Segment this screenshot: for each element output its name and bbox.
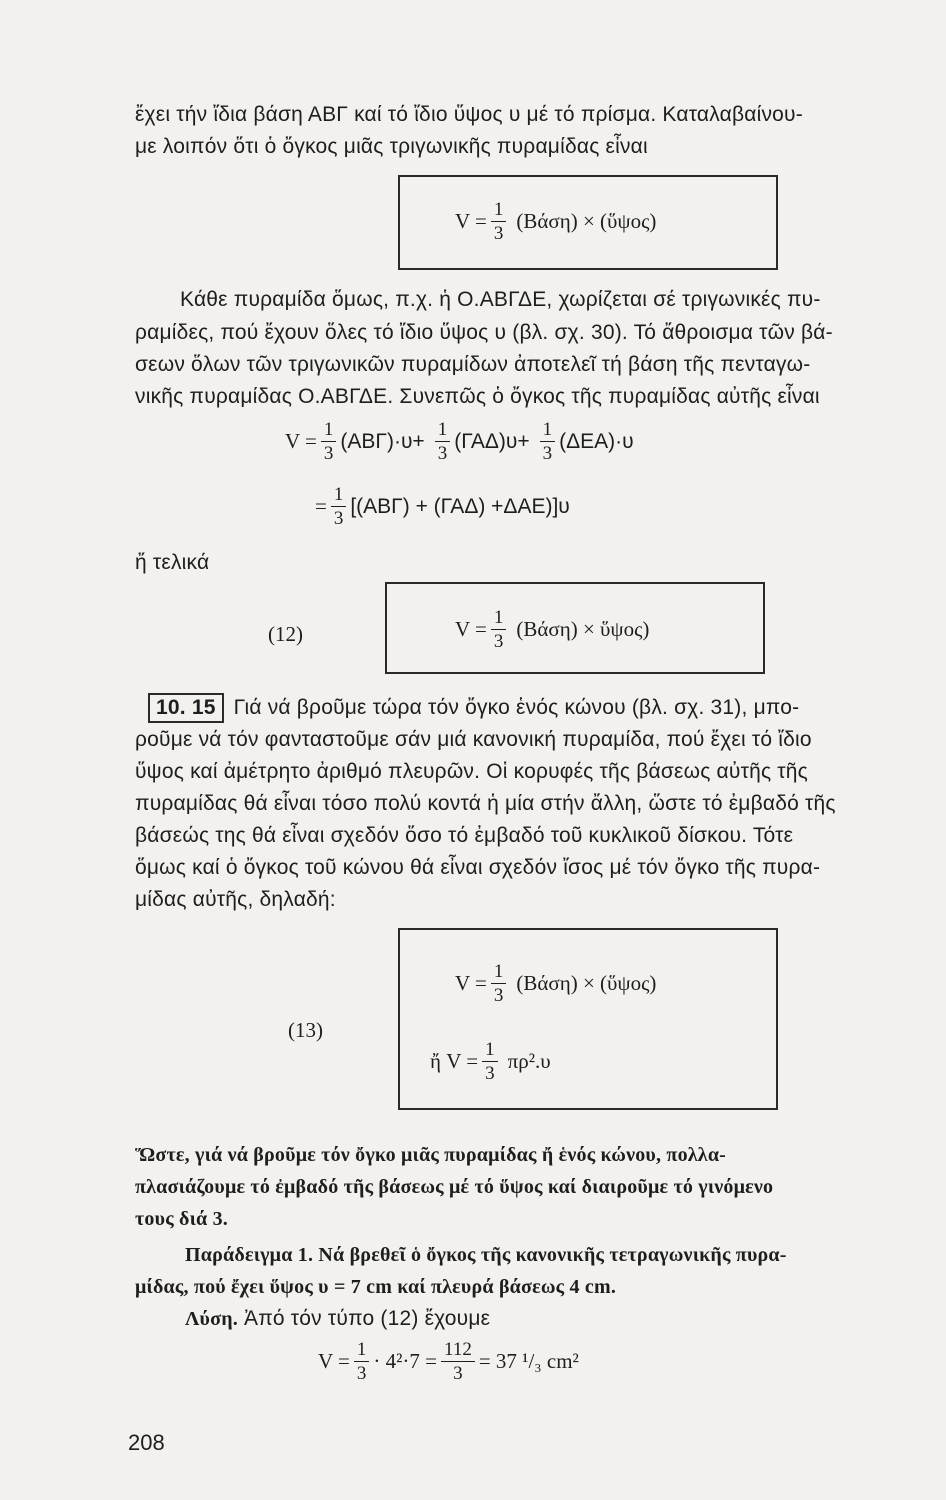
formula-label-12: (12) — [268, 622, 303, 646]
rule-text: τους διά 3. — [135, 1208, 228, 1230]
text-line: μίδας αὐτῆς, δηλαδή: — [135, 888, 336, 911]
example-text: μίδας, πού ἔχει ὕψος υ = 7 cm καί πλευρά βάσεως 4 cm. — [135, 1276, 617, 1298]
text-line: πυραμίδας θά εἶναι τόσο πολύ κοντά ἡ μία στήν ἄλλη, ὥστε τό ἐμβαδό τῆς — [135, 792, 836, 815]
text-line: με λοιπόν ὅτι ὁ ὄγκος μιᾶς τριγωνικῆς πυραμίδας εἶναι — [135, 135, 648, 158]
text-line: Κάθε πυραμίδα ὅμως, π.χ. ἡ Ο.ΑΒΓΔΕ, χωρίζεται σέ τριγωνικές πυ- — [180, 288, 821, 311]
text-line: ἤ τελικά — [135, 551, 210, 574]
example-text: Παράδειγμα 1. Νά βρεθεῖ ὁ ὄγκος τῆς κανονικῆς τετραγωνικῆς πυρα- — [185, 1244, 787, 1266]
formula-label-13: (13) — [288, 1018, 323, 1042]
text-line: νικῆς πυραμίδας Ο.ΑΒΓΔΕ. Συνεπῶς ὁ ὄγκος τῆς πυραμίδας αὐτῆς εἶναι — [135, 385, 820, 408]
section-number: 10. 15 — [148, 693, 224, 723]
formula-13a: V = $\frac{1}{3}$ (Βάση) × (ὕψος) — [455, 961, 657, 1006]
formula-13b: ἤ V = $\frac{1}{3}$ πρ².υ — [430, 1039, 551, 1084]
page-number: 208 — [128, 1430, 165, 1455]
text-line: ὕψος καί ἀμέτρητο ἀριθμό πλευρῶν. Οἱ κορυφές τῆς βάσεως αὐτῆς τῆς — [135, 760, 808, 783]
solution-line: Λύση. Ἀπό τόν τύπο (12) ἔχουμε — [185, 1307, 491, 1330]
text-line: 10. 15 Γιά νά βροῦμε τώρα τόν ὄγκο ἑνός κώνου (βλ. σχ. 31), μπο- — [148, 693, 799, 723]
text-line: σεων ὅλων τῶν τριγωνικῶν πυραμίδων ἀποτελεῖ τή βάση τῆς πενταγω- — [135, 353, 811, 376]
text-line: ἔχει τήν ἴδια βάση ΑΒΓ καί τό ἴδιο ὕψος υ μέ τό πρίσμα. Καταλαβαίνου- — [135, 103, 803, 126]
formula-sum: V = $\frac{1}{3}$ (ΑΒΓ)·υ+ $\frac{1}{3}$ (ΓΑΔ)υ+ $\frac{1}{3}$ (ΔΕΑ)·υ — [285, 419, 634, 464]
text-line: ὅμως καί ὁ ὄγκος τοῦ κώνου θά εἶναι σχεδόν ἴσος μέ τόν ὄγκο τῆς πυρα- — [135, 856, 821, 879]
formula-sum-combined: = $\frac{1}{3}$ [(ΑΒΓ) + (ΓΑΔ) +ΔΑΕ)]υ — [315, 484, 570, 529]
rule-text: Ὥστε, γιά νά βροῦμε τόν ὄγκο μιᾶς πυραμίδας ἤ ἑνός κώνου, πολλα- — [135, 1144, 727, 1166]
text-line: ραμίδες, πού ἔχουν ὅλες τό ἴδιο ὕψος υ (βλ. σχ. 30). Τό ἄθροισμα τῶν βά- — [135, 321, 833, 344]
text-line: ροῦμε νά τόν φανταστοῦμε σάν μιά κανονική πυραμίδα, πού ἔχει τό ἴδιο — [135, 728, 812, 751]
formula-12: V = $\frac{1}{3}$ (Βάση) × ὕψος) — [455, 607, 650, 652]
solution-label: Λύση. — [185, 1308, 238, 1330]
text-line: βάσεώς της θά εἶναι σχεδόν ὅσο τό ἐμβαδό τοῦ κυκλικοῦ δίσκου. Τότε — [135, 824, 794, 847]
example-formula: V = $\frac{1}{3}$ · 4²·7 = $\frac{112}{3}$ = 37 ¹/₃ cm² — [318, 1339, 579, 1384]
rule-text: πλασιάζουμε τό ἐμβαδό τῆς βάσεως μέ τό ὕψος καί διαιροῦμε τό γινόμενο — [135, 1176, 774, 1198]
formula-pyramid-volume: V = $\frac{1}{3}$ (Βάση) × (ὕψος) — [455, 199, 657, 244]
